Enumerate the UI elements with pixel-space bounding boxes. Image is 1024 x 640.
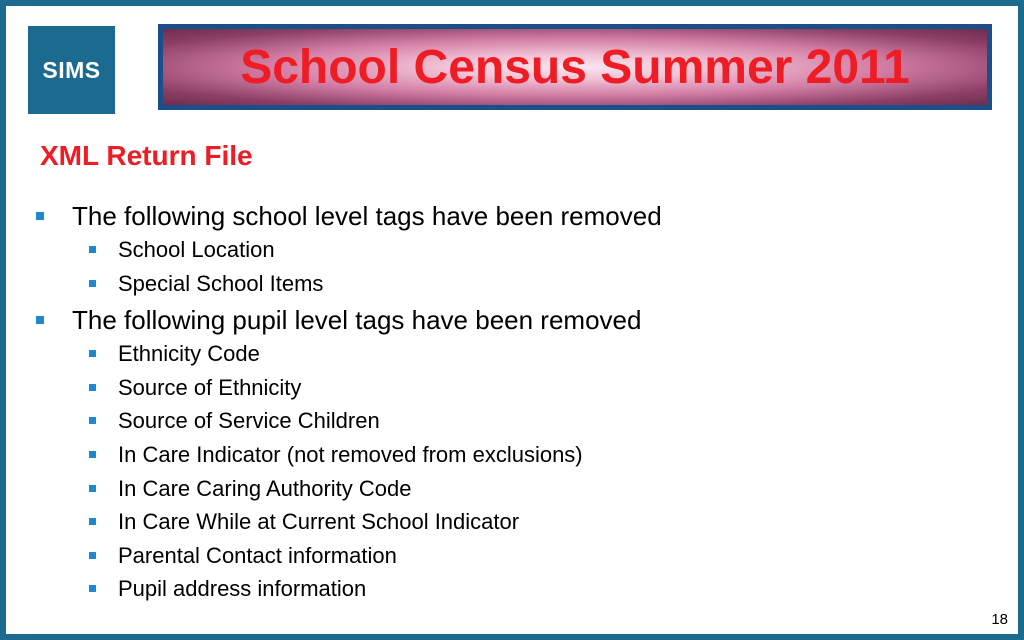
slide-title: School Census Summer 2011 — [240, 40, 910, 94]
sub-bullet-item — [32, 572, 662, 606]
square-bullet-icon — [89, 280, 96, 287]
square-bullet-icon — [89, 518, 96, 525]
sub-bullet-text: Special School Items — [118, 270, 324, 296]
sub-bullet-text: In Care Indicator (not removed from exclusions) — [118, 441, 583, 467]
bullet-heading-text: The following school level tags have been removed — [72, 201, 662, 231]
sub-bullet-text: In Care Caring Authority Code — [118, 475, 412, 501]
square-bullet-icon — [89, 451, 96, 458]
title-banner — [158, 24, 992, 110]
sub-bullet-text: School Location — [118, 237, 275, 262]
page-number: 18 — [991, 611, 1008, 628]
square-bullet-icon — [89, 246, 96, 253]
sub-bullet-item — [32, 472, 662, 506]
bullet-heading — [32, 199, 662, 233]
sub-bullet-text: Pupil address information — [118, 576, 367, 602]
square-bullet-icon — [89, 384, 96, 391]
square-bullet-icon — [36, 316, 44, 324]
sub-bullet-item — [32, 233, 662, 267]
square-bullet-icon — [89, 485, 96, 492]
sub-bullet-item — [32, 505, 662, 539]
square-bullet-icon — [89, 350, 96, 357]
sub-bullet-list — [32, 337, 662, 606]
sub-bullet-item — [32, 404, 662, 438]
logo-text: SIMS — [42, 56, 101, 83]
square-bullet-icon — [36, 212, 44, 220]
sub-list-container — [32, 233, 662, 300]
sub-list-container — [32, 337, 662, 606]
bullet-heading-text: The following pupil level tags have been removed — [72, 305, 642, 336]
sims-logo — [28, 26, 115, 114]
sub-bullet-text: Parental Contact information — [118, 542, 397, 568]
sub-bullet-item — [32, 371, 662, 405]
sub-bullet-item — [32, 539, 662, 573]
sub-bullet-text: In Care While at Current School Indicator — [118, 509, 520, 535]
square-bullet-icon — [89, 585, 96, 592]
square-bullet-icon — [89, 552, 96, 559]
bullet-list — [32, 199, 662, 606]
slide-subtitle: XML Return File — [40, 140, 253, 171]
sub-bullet-item — [32, 438, 662, 472]
sub-bullet-list — [32, 233, 662, 300]
sub-bullet-text: Source of Ethnicity — [118, 374, 302, 400]
sub-bullet-text: Source of Service Children — [118, 408, 380, 434]
sub-bullet-text: Ethnicity Code — [118, 341, 260, 367]
bullet-heading — [32, 303, 662, 337]
square-bullet-icon — [89, 417, 96, 424]
sub-bullet-item — [32, 337, 662, 371]
sub-bullet-item — [32, 267, 662, 301]
